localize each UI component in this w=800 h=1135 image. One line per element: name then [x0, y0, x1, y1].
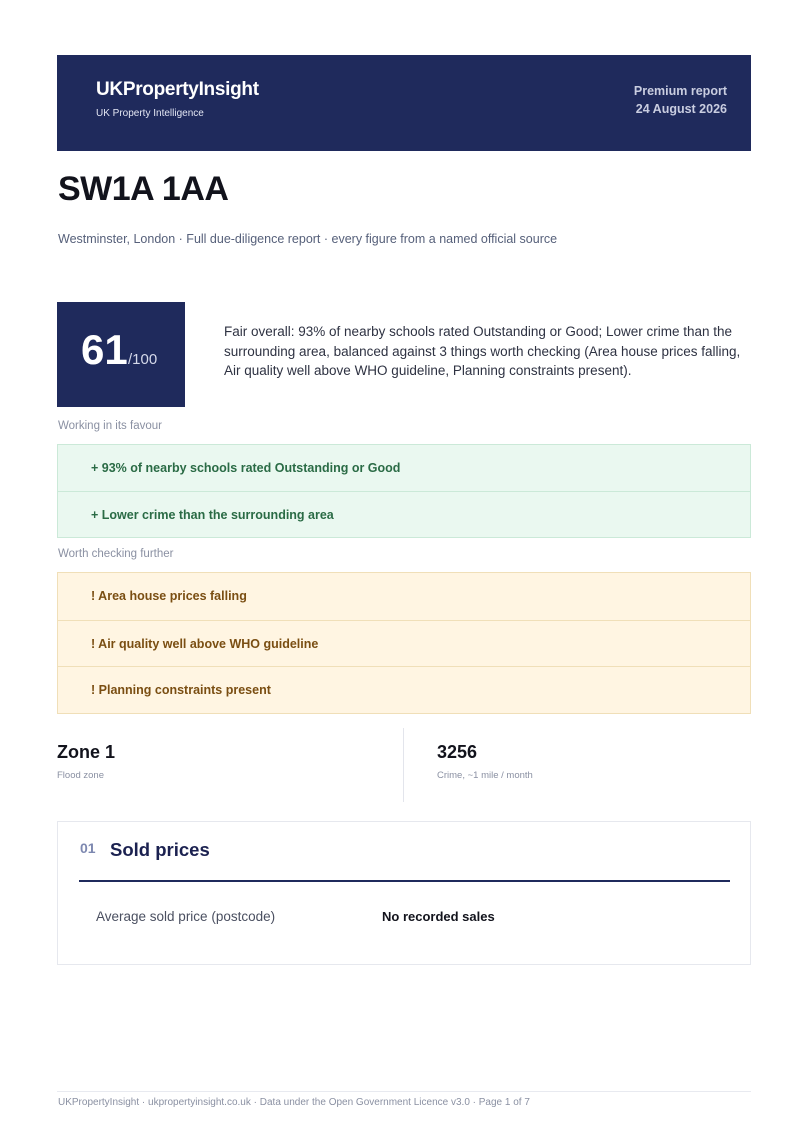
- flood-zone-value: Zone 1: [57, 742, 116, 762]
- section-title: Sold prices: [110, 839, 210, 860]
- favour-item: + Lower crime than the surrounding area: [58, 491, 750, 537]
- report-date: 24 August 2026: [635, 102, 727, 116]
- report-type: Premium report: [633, 84, 727, 98]
- avg-price-label: Average sold price (postcode): [96, 909, 276, 924]
- score-value: 61: [81, 326, 128, 373]
- favour-list: [57, 444, 751, 538]
- flood-stat: [57, 742, 115, 781]
- section-divider: [79, 880, 730, 882]
- checking-item: ! Area house prices falling: [91, 589, 247, 604]
- avg-price-value: No recorded sales: [382, 909, 495, 924]
- crime-stat: [437, 742, 533, 781]
- section-number: 01: [80, 840, 96, 856]
- favour-heading: Working in its favour: [58, 420, 162, 432]
- brand-tagline: UK Property Intelligence: [96, 108, 204, 119]
- checking-item: ! Air quality well above WHO guideline: [58, 620, 750, 667]
- crime-value: 3256: [437, 742, 478, 762]
- favour-item: + 93% of nearby schools rated Outstanding or Good: [91, 461, 401, 475]
- score-badge: [57, 302, 185, 407]
- report-header: [57, 55, 751, 151]
- checking-heading: Worth checking further: [58, 548, 174, 560]
- report-meta: [634, 82, 727, 118]
- footer-divider: [57, 1091, 751, 1092]
- checking-list: [57, 572, 751, 714]
- checking-item: ! Planning constraints present: [58, 666, 750, 713]
- score-max: /100: [128, 351, 158, 368]
- page-subtitle: Westminster, London · Full due-diligence report · every figure from a named official source: [58, 232, 558, 246]
- page-title: SW1A 1AA: [58, 170, 229, 208]
- page-footer: UKPropertyInsight · ukpropertyinsight.co.uk · Data under the Open Government Licence v3.0 · Page 1 of 7: [58, 1097, 530, 1108]
- sold-prices-section: [57, 821, 751, 965]
- flood-zone-label: Flood zone: [57, 770, 105, 781]
- brand-name: UKPropertyInsight: [96, 79, 259, 100]
- score-summary: Fair overall: 93% of nearby schools rated Outstanding or Good; Lower crime than the surrounding area, balanced against 3 things worth checking (Area house prices falling, Air quality well above WHO guideline, Planning constraints present).: [224, 324, 741, 378]
- crime-label: Crime, ~1 mile / month: [437, 770, 533, 781]
- stat-divider: [403, 728, 404, 802]
